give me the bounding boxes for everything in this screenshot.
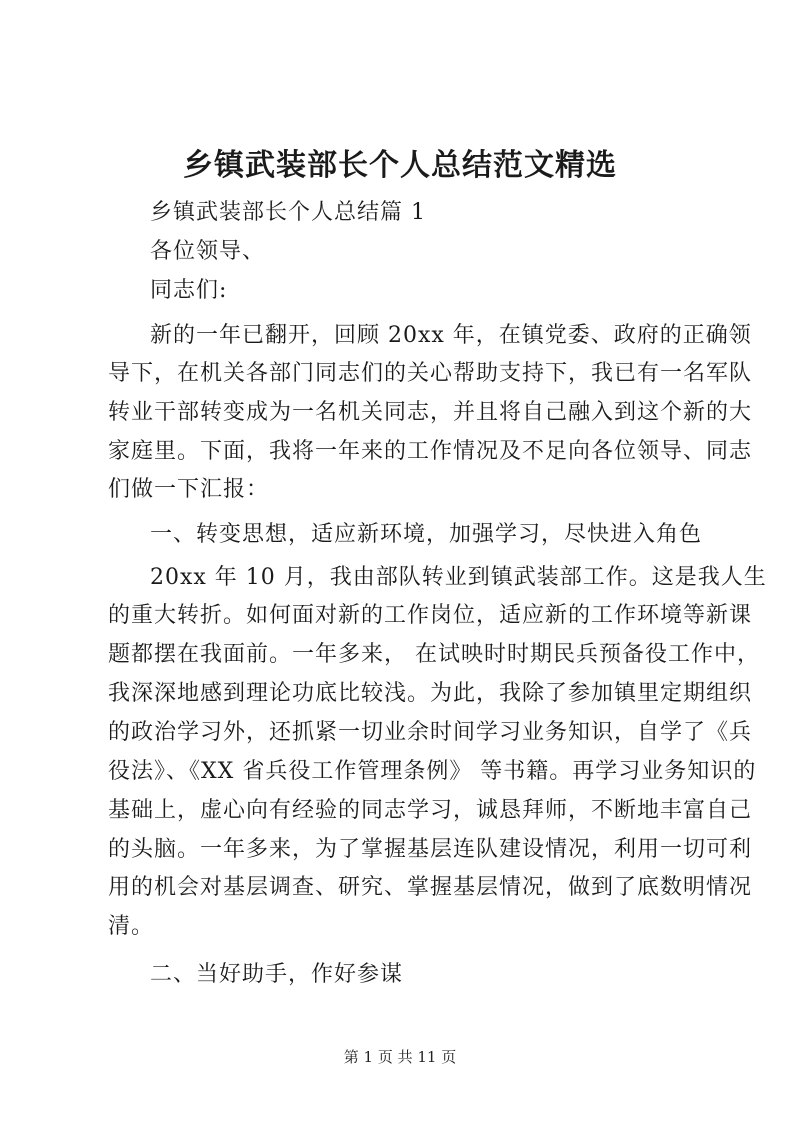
paragraph-line: 题都摆在我面前。一年多来， 在试映时时期民兵预备役工作中， [108,642,760,667]
paragraph-line: 新的一年已翻开，回顾 20xx 年，在镇党委、政府的正确领 [150,323,752,348]
paragraph-line: 20xx 年 10 月，我由部队转业到镇武装部工作。这是我人生 [150,565,767,590]
paragraph-line: 的政治学习外，还抓紧一切业余时间学习业务知识，自学了《兵 [108,720,753,745]
paragraph-line: 们做一下汇报： [108,477,270,502]
paragraph-line: 家庭里。下面，我将一年来的工作情况及不足向各位领导、同志 [108,439,753,464]
paragraph-line: 基础上，虚心向有经验的同志学习，诚恳拜师，不断地丰富自己 [108,798,753,823]
paragraph-line: 我深深地感到理论功底比较浅。为此，我除了参加镇里定期组织 [108,681,753,706]
section-heading: 乡镇武装部长个人总结篇 1 [150,200,426,225]
paragraph-line: 的头脑。一年多来，为了掌握基层连队建设情况，利用一切可利 [108,837,753,862]
page-footer: 第 1 页 共 11 页 [343,1048,457,1066]
paragraph-line: 导下，在机关各部门同志们的关心帮助支持下，我已有一名军队 [108,361,753,386]
paragraph-line: 转业干部转变成为一名机关同志，并且将自己融入到这个新的大 [108,400,753,425]
section-heading: 二、当好助手，作好参谋 [150,962,404,987]
paragraph-line: 清。 [108,914,155,939]
paragraph-line: 役法》、《XX 省兵役工作管理条例》 等书籍。再学习业务知识的 [108,759,757,784]
paragraph-line: 的重大转折。如何面对新的工作岗位，适应新的工作环境等新课 [108,603,753,628]
section-heading: 一、转变思想，适应新环境，加强学习，尽快进入角色 [150,522,703,547]
salutation-line: 同志们: [150,278,228,303]
paragraph-line: 用的机会对基层调查、研究、掌握基层情况，做到了底数明情况 [108,875,753,900]
document-title: 乡镇武装部长个人总结范文精选 [183,148,617,183]
salutation-line: 各位领导、 [150,239,266,264]
